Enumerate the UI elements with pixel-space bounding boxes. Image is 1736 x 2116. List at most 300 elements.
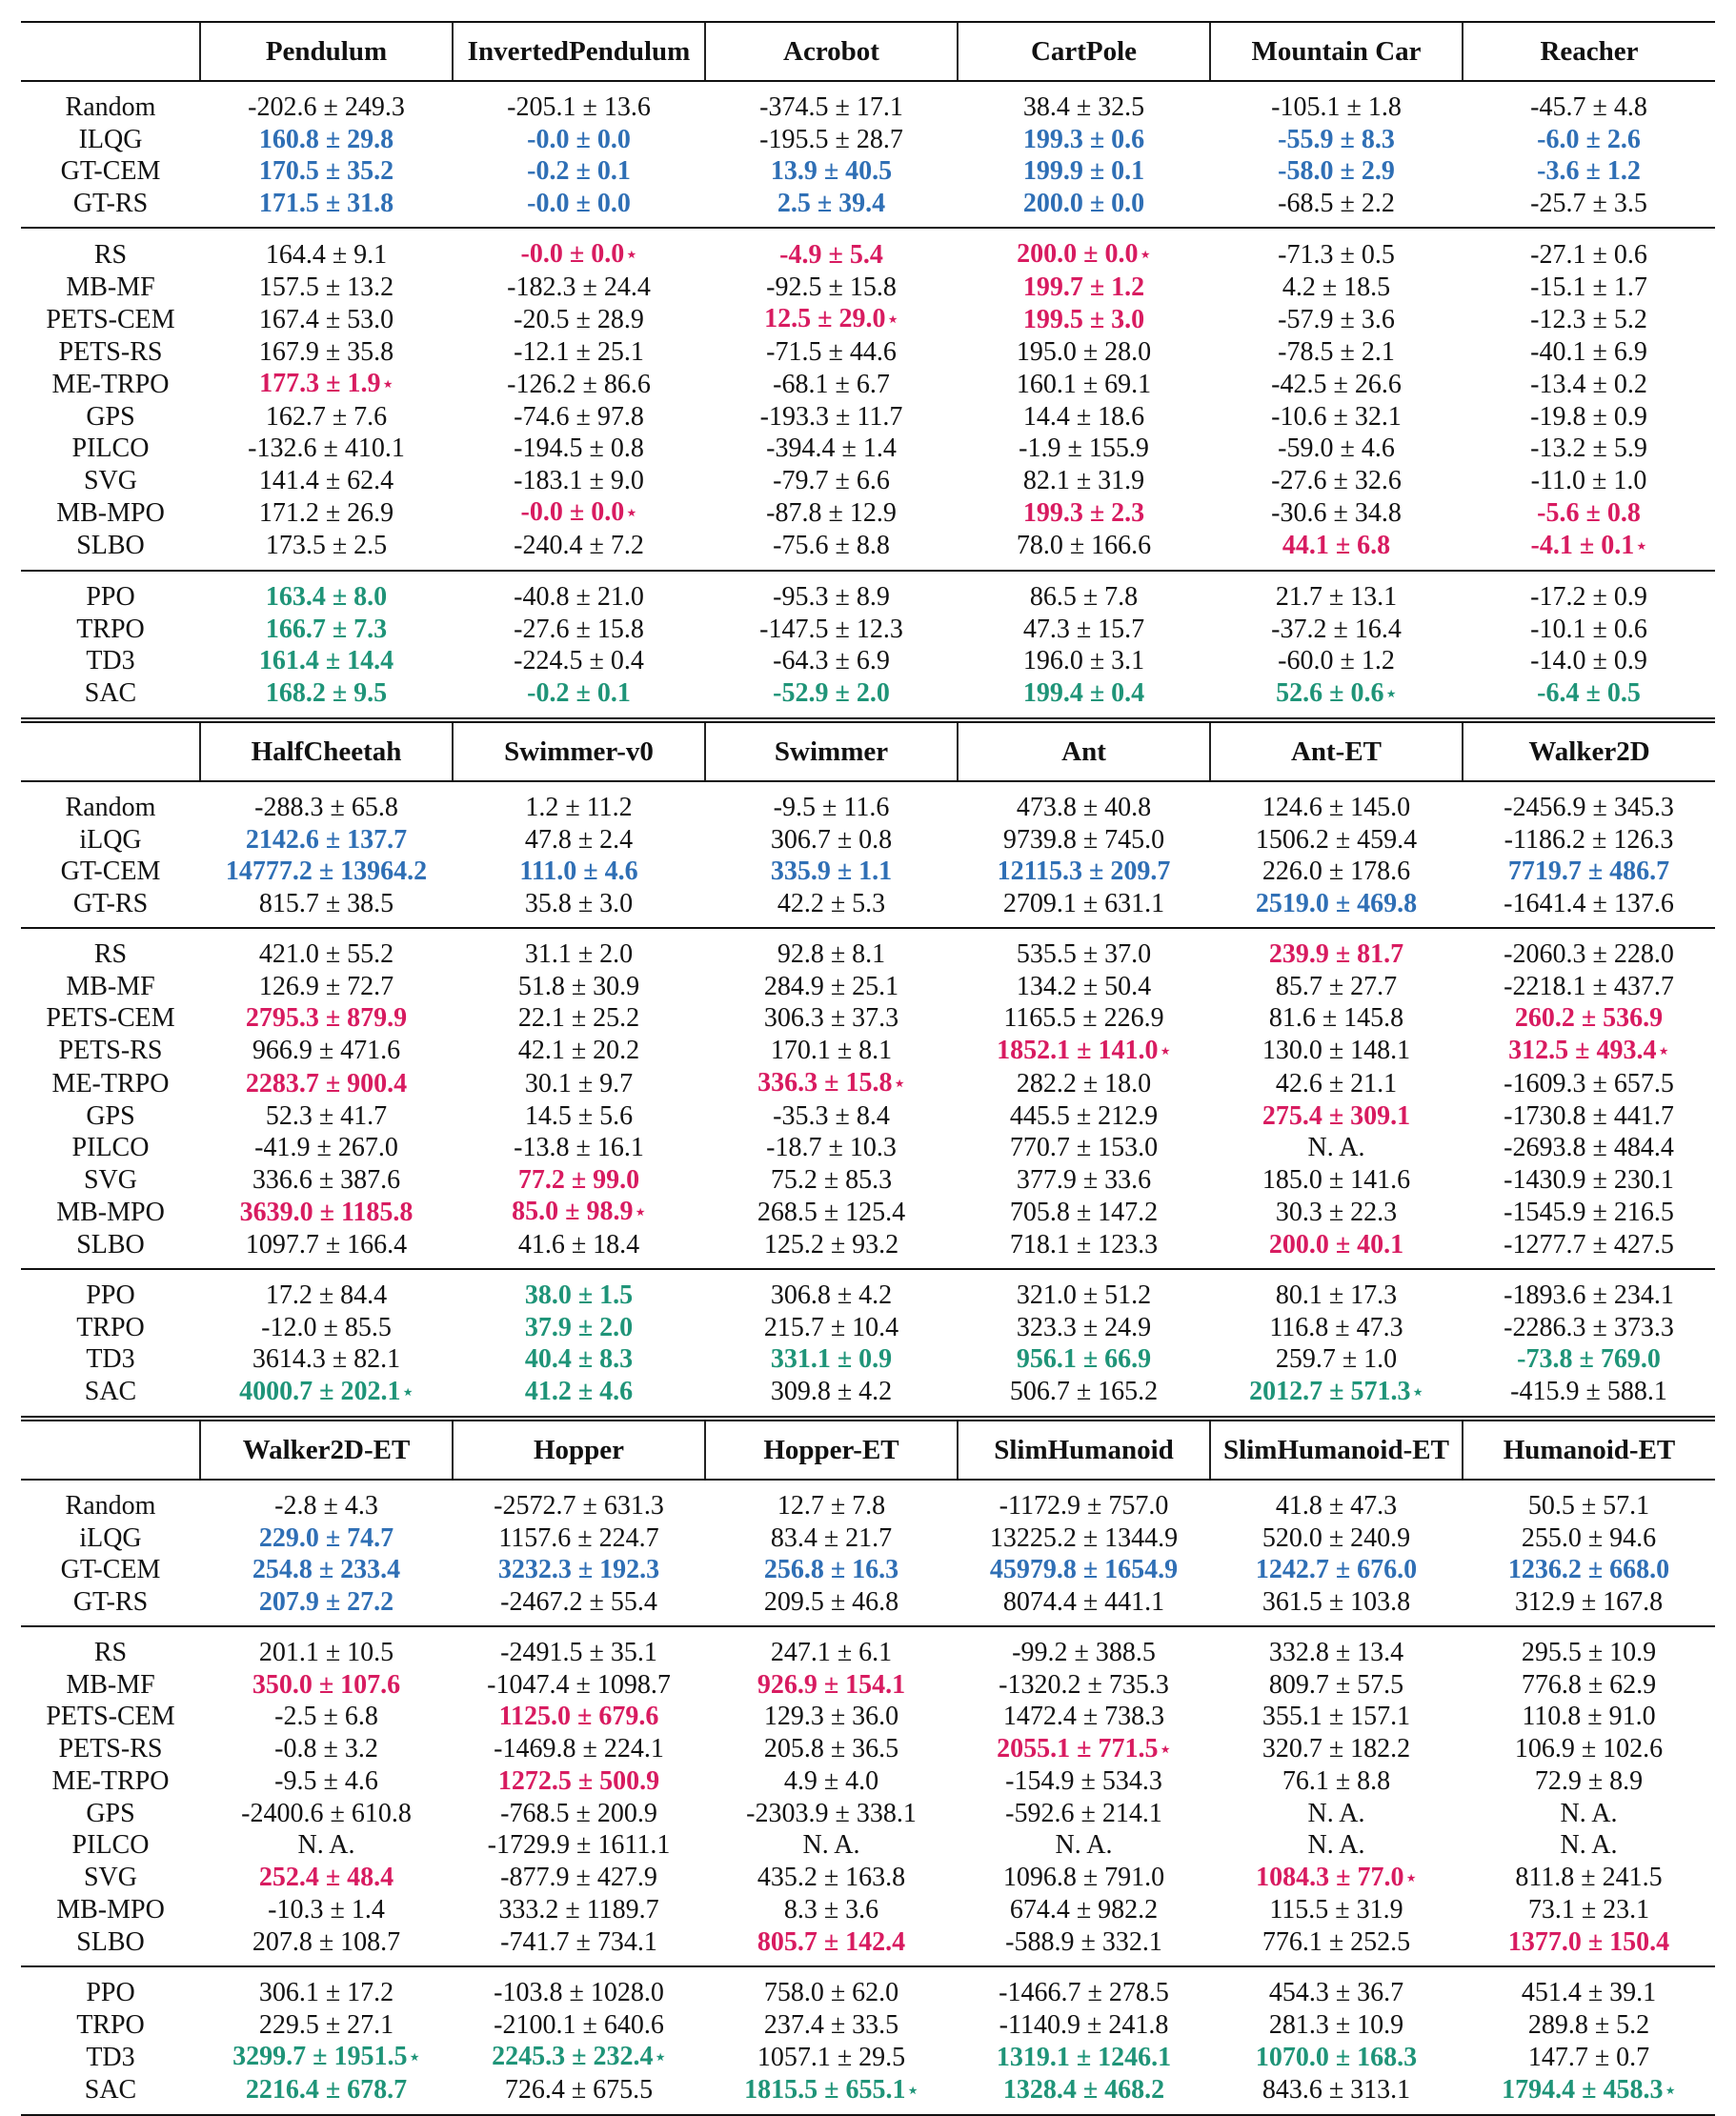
result-cell (1463, 1312, 1715, 1344)
table-row (21, 1966, 1715, 2009)
result-cell (705, 571, 958, 614)
result-cell (705, 781, 958, 824)
result-cell (1210, 1196, 1463, 1229)
table-row (21, 1829, 1715, 1862)
best-overall-star-icon: ⋆ (1160, 1739, 1171, 1759)
result-value: 21.7 ± 13.1 (1275, 582, 1398, 612)
result-cell (1463, 888, 1715, 929)
result-cell (200, 1164, 453, 1197)
result-cell (453, 614, 705, 646)
result-cell (1210, 1862, 1463, 1895)
result-value: 130.0 ± 148.1 (1262, 1036, 1411, 1065)
result-cell (705, 1966, 958, 2009)
result-value: 50.5 ± 57.1 (1527, 1491, 1650, 1521)
result-value: 129.3 ± 36.0 (763, 1702, 899, 1731)
result-value: -195.5 ± 28.7 (759, 124, 903, 154)
result-value: 4.2 ± 18.5 (1282, 272, 1391, 302)
result-value: -240.4 ± 7.2 (514, 531, 644, 560)
result-value: -99.2 ± 388.5 (1012, 1638, 1156, 1667)
result-cell (200, 1862, 453, 1895)
table-row (21, 336, 1715, 369)
result-cell (200, 81, 453, 124)
result-cell (200, 433, 453, 465)
result-cell (453, 336, 705, 369)
result-cell (705, 1376, 958, 1420)
result-cell (1210, 2009, 1463, 2042)
result-cell (958, 1312, 1210, 1344)
result-value: 12115.3 ± 209.7 (997, 856, 1171, 886)
result-value: 247.1 ± 6.1 (770, 1638, 893, 1667)
method-name-cell: GT-CEM (60, 156, 161, 186)
result-value: -37.2 ± 16.4 (1271, 614, 1402, 644)
result-cell (958, 1522, 1210, 1555)
result-value: 173.5 ± 2.5 (265, 531, 388, 560)
result-value: 30.1 ± 9.7 (524, 1068, 634, 1098)
result-value: 38.0 ± 1.5 (524, 1280, 634, 1310)
result-value: -5.6 ± 0.8 (1537, 497, 1641, 528)
result-value: 809.7 ± 57.5 (1268, 1669, 1404, 1700)
result-cell (1463, 856, 1715, 888)
result-value: 674.4 ± 982.2 (1009, 1895, 1159, 1925)
result-cell (1463, 1035, 1715, 1068)
result-value: -17.2 ± 0.9 (1530, 582, 1647, 612)
result-value: 926.9 ± 154.1 (757, 1669, 906, 1700)
result-cell (200, 1522, 453, 1555)
result-cell (1210, 1926, 1463, 1967)
result-value: N. A. (297, 1830, 355, 1860)
result-value: 205.8 ± 36.5 (763, 1734, 899, 1763)
result-value: 125.2 ± 93.2 (763, 1229, 899, 1260)
result-cell (200, 2041, 453, 2074)
result-value: 260.2 ± 536.9 (1514, 1003, 1664, 1033)
result-cell (453, 1926, 705, 1967)
result-cell (705, 465, 958, 497)
table-row (21, 888, 1715, 929)
result-value: 8074.4 ± 441.1 (1002, 1586, 1165, 1617)
method-name-cell: ILQG (78, 124, 143, 154)
table-row (21, 1862, 1715, 1895)
environment-header: Swimmer-v0 (453, 720, 705, 781)
result-value: 1472.4 ± 738.3 (1002, 1702, 1165, 1731)
result-value: 1506.2 ± 459.4 (1255, 824, 1418, 855)
result-cell (958, 2074, 1210, 2116)
result-cell (200, 1829, 453, 1862)
result-value: -71.3 ± 0.5 (1278, 239, 1395, 270)
environment-header: Hopper-ET (705, 1419, 958, 1480)
result-value: 306.7 ± 0.8 (770, 824, 893, 855)
result-cell (958, 1894, 1210, 1926)
result-cell (705, 1229, 958, 1270)
method-name-cell: MB-MPO (56, 1197, 165, 1227)
result-value: 30.3 ± 22.3 (1275, 1197, 1398, 1227)
table-row (21, 2009, 1715, 2042)
section-header-row (21, 22, 1715, 81)
result-value: 758.0 ± 62.0 (763, 1978, 899, 2007)
result-cell (1210, 81, 1463, 124)
result-cell (453, 1586, 705, 1627)
result-value: -2572.7 ± 631.3 (494, 1491, 664, 1521)
result-cell (958, 124, 1210, 156)
result-value: 44.1 ± 6.8 (1282, 531, 1391, 560)
result-value: 454.3 ± 36.7 (1268, 1978, 1404, 2007)
result-cell (1210, 1002, 1463, 1035)
result-cell (453, 1765, 705, 1798)
result-value: -78.5 ± 2.1 (1278, 336, 1395, 367)
result-cell (453, 928, 705, 971)
result-value: 7719.7 ± 486.7 (1507, 856, 1670, 886)
result-value: -27.6 ± 15.8 (514, 614, 644, 644)
result-cell (200, 1733, 453, 1766)
best-overall-star-icon: ⋆ (907, 2080, 918, 2100)
result-cell (200, 888, 453, 929)
method-name-cell: PETS-RS (58, 1734, 163, 1763)
result-cell (1210, 928, 1463, 971)
result-value: -2060.3 ± 228.0 (1504, 939, 1674, 969)
result-value: 78.0 ± 166.6 (1016, 531, 1152, 560)
result-value: -71.5 ± 44.6 (766, 336, 897, 367)
result-value: 40.4 ± 8.3 (524, 1344, 634, 1374)
method-name-cell: RS (93, 239, 128, 270)
result-value: 185.0 ± 141.6 (1262, 1164, 1411, 1195)
result-cell (200, 336, 453, 369)
table-row (21, 1669, 1715, 1702)
result-cell (200, 1376, 453, 1420)
result-value: -1641.4 ± 137.6 (1504, 888, 1674, 918)
result-cell (1463, 1196, 1715, 1229)
result-cell (453, 2074, 705, 2116)
result-value: 162.7 ± 7.6 (265, 401, 388, 432)
result-cell (1463, 824, 1715, 856)
result-cell (958, 1164, 1210, 1197)
result-cell (958, 1733, 1210, 1766)
result-cell (705, 614, 958, 646)
result-cell (705, 1522, 958, 1555)
table-row (21, 1035, 1715, 1068)
best-overall-star-icon: ⋆ (626, 245, 637, 264)
method-name-cell: MB-MF (66, 1669, 155, 1700)
result-cell (958, 1554, 1210, 1586)
result-value: 275.4 ± 309.1 (1262, 1100, 1411, 1131)
result-value: 2283.7 ± 900.4 (245, 1068, 408, 1098)
result-value: -2.5 ± 6.8 (274, 1702, 378, 1731)
result-cell (200, 1554, 453, 1586)
result-value: 163.4 ± 8.0 (265, 582, 388, 612)
result-value: -41.9 ± 267.0 (254, 1133, 398, 1162)
table-row (21, 228, 1715, 272)
result-value: 1165.5 ± 226.9 (1003, 1003, 1164, 1033)
result-value: 116.8 ± 47.3 (1269, 1312, 1403, 1342)
result-value: 3614.3 ± 82.1 (252, 1344, 401, 1374)
result-cell (958, 677, 1210, 721)
result-value: 1242.7 ± 676.0 (1255, 1555, 1418, 1584)
result-value: 42.6 ± 21.1 (1275, 1068, 1398, 1098)
result-value: 75.2 ± 85.3 (770, 1164, 893, 1195)
result-value: 41.6 ± 18.4 (517, 1229, 640, 1260)
result-cell (1210, 155, 1463, 188)
method-name-cell: RS (93, 1638, 128, 1667)
result-value: -42.5 ± 26.6 (1271, 369, 1402, 399)
result-cell (705, 303, 958, 336)
result-cell (1210, 1229, 1463, 1270)
result-value: 22.1 ± 25.2 (517, 1003, 640, 1033)
result-value: 805.7 ± 142.4 (757, 1926, 906, 1957)
result-value: 171.2 ± 26.9 (258, 497, 394, 528)
method-name-cell: TD3 (86, 1344, 135, 1374)
result-value: 1328.4 ± 468.2 (1002, 2075, 1165, 2105)
result-cell (958, 1765, 1210, 1798)
table-row (21, 677, 1715, 721)
result-cell (1210, 401, 1463, 433)
result-cell (1210, 645, 1463, 677)
result-value: 289.8 ± 5.2 (1527, 2009, 1650, 2040)
result-cell (1463, 1829, 1715, 1862)
result-value: 111.0 ± 4.6 (519, 856, 638, 886)
result-cell (1463, 1669, 1715, 1702)
result-cell (705, 530, 958, 572)
result-cell (705, 1669, 958, 1702)
result-cell (1463, 155, 1715, 188)
result-cell (200, 155, 453, 188)
environment-header: SlimHumanoid (958, 1419, 1210, 1480)
method-name-cell: PETS-CEM (46, 304, 175, 334)
result-value: 196.0 ± 3.1 (1022, 646, 1145, 675)
result-cell (958, 530, 1210, 572)
result-value: N. A. (802, 1830, 860, 1860)
result-cell (1463, 2074, 1715, 2116)
result-cell (453, 465, 705, 497)
result-cell (1210, 1067, 1463, 1100)
result-value: 2142.6 ± 137.7 (245, 824, 408, 855)
result-cell (1463, 614, 1715, 646)
method-name-cell: SAC (21, 677, 200, 721)
result-cell (1463, 530, 1715, 572)
result-cell (958, 1669, 1210, 1702)
results-table-container (21, 21, 1715, 2116)
result-cell (1210, 1480, 1463, 1522)
result-value: 1815.5 ± 655.1 (744, 2074, 906, 2105)
method-name-cell: iLQG (79, 824, 142, 855)
result-value: 41.8 ± 47.3 (1275, 1491, 1398, 1521)
best-overall-star-icon: ⋆ (1160, 1040, 1171, 1060)
result-value: 535.5 ± 37.0 (1016, 939, 1152, 969)
header-corner-cell (21, 22, 200, 81)
result-value: 31.1 ± 2.0 (524, 939, 634, 969)
result-value: -193.3 ± 11.7 (759, 401, 903, 432)
result-value: 200.0 ± 0.0 (1017, 239, 1139, 269)
result-cell (200, 677, 453, 721)
result-cell (705, 2009, 958, 2042)
result-value: -132.6 ± 410.1 (248, 433, 405, 463)
result-value: 12.7 ± 7.8 (777, 1491, 886, 1521)
result-value: 52.3 ± 41.7 (265, 1100, 388, 1131)
table-row (21, 1701, 1715, 1733)
result-cell (958, 1002, 1210, 1035)
result-value: -0.0 ± 0.0 (527, 188, 631, 218)
result-value: -58.0 ± 2.9 (1278, 156, 1395, 186)
result-value: -2456.9 ± 345.3 (1504, 793, 1674, 822)
result-cell (453, 401, 705, 433)
result-cell (453, 2041, 705, 2074)
result-cell (453, 1002, 705, 1035)
result-cell (958, 433, 1210, 465)
result-value: 1070.0 ± 168.3 (1255, 2042, 1418, 2072)
result-cell (1210, 2074, 1463, 2116)
result-cell (958, 928, 1210, 971)
method-name-cell: PPO (86, 582, 135, 612)
environment-header: Humanoid-ET (1463, 1419, 1715, 1480)
method-name-cell: Random (65, 793, 156, 822)
result-cell (958, 81, 1210, 124)
result-cell (705, 1480, 958, 1522)
result-value: -2100.1 ± 640.6 (494, 2009, 664, 2040)
result-value: -73.8 ± 769.0 (1517, 1344, 1661, 1374)
result-value: 199.4 ± 0.4 (1022, 678, 1145, 708)
result-cell (200, 1894, 453, 1926)
result-cell (958, 1100, 1210, 1133)
result-cell (958, 496, 1210, 530)
result-cell (958, 272, 1210, 304)
table-row (21, 1894, 1715, 1926)
result-value: -202.6 ± 249.3 (248, 92, 405, 122)
result-cell (1210, 571, 1463, 614)
method-name-cell: SVG (83, 465, 137, 495)
result-cell (1463, 1862, 1715, 1895)
result-value: 199.3 ± 2.3 (1022, 497, 1145, 528)
best-overall-star-icon: ⋆ (1385, 683, 1397, 703)
result-cell (453, 496, 705, 530)
result-value: 226.0 ± 178.6 (1262, 856, 1411, 886)
result-cell (958, 1196, 1210, 1229)
result-value: -9.5 ± 4.6 (274, 1766, 378, 1796)
result-cell (453, 303, 705, 336)
table-row (21, 81, 1715, 124)
result-cell (453, 571, 705, 614)
table-row (21, 303, 1715, 336)
result-value: 13.9 ± 40.5 (770, 156, 893, 186)
method-name-cell: MB-MPO (56, 497, 165, 528)
table-row (21, 496, 1715, 530)
result-cell (958, 2041, 1210, 2074)
result-value: 332.8 ± 13.4 (1268, 1638, 1404, 1667)
method-name-cell: Random (65, 92, 156, 122)
result-value: -92.5 ± 15.8 (766, 272, 897, 302)
table-row (21, 2041, 1715, 2074)
table-row (21, 1765, 1715, 1798)
result-cell (958, 1701, 1210, 1733)
method-name-cell: TD3 (86, 2042, 135, 2072)
result-value: 14777.2 ± 13964.2 (225, 856, 428, 886)
result-value: 80.1 ± 17.3 (1275, 1280, 1398, 1310)
result-value: 41.2 ± 4.6 (524, 1377, 634, 1406)
result-value: 776.1 ± 252.5 (1262, 1926, 1411, 1957)
result-value: 14.5 ± 5.6 (524, 1100, 634, 1131)
table-row (21, 1002, 1715, 1035)
result-cell (705, 1798, 958, 1830)
best-overall-star-icon: ⋆ (894, 1074, 905, 1093)
result-cell (200, 781, 453, 824)
result-value: 229.0 ± 74.7 (258, 1522, 394, 1553)
result-value: 421.0 ± 55.2 (258, 939, 394, 969)
result-value: 168.2 ± 9.5 (265, 678, 388, 708)
result-value: 506.7 ± 165.2 (1009, 1377, 1159, 1406)
result-value: 350.0 ± 107.6 (252, 1669, 401, 1700)
environment-header: Swimmer (705, 720, 958, 781)
result-cell (1463, 1626, 1715, 1669)
result-value: 718.1 ± 123.3 (1009, 1229, 1159, 1260)
method-name-cell: SVG (83, 1863, 137, 1892)
result-cell (958, 465, 1210, 497)
table-row (21, 530, 1715, 572)
result-value: 520.0 ± 240.9 (1262, 1522, 1411, 1553)
result-cell (1463, 1765, 1715, 1798)
result-cell (958, 856, 1210, 888)
result-value: -588.9 ± 332.1 (1005, 1926, 1162, 1957)
result-cell (958, 228, 1210, 272)
result-value: 321.0 ± 51.2 (1016, 1280, 1152, 1310)
result-value: 2519.0 ± 469.8 (1255, 888, 1418, 918)
result-cell (1463, 1067, 1715, 1100)
result-cell (1463, 368, 1715, 401)
result-value: 52.6 ± 0.6 (1276, 677, 1384, 708)
result-value: -14.0 ± 0.9 (1530, 646, 1647, 675)
result-value: 45979.8 ± 1654.9 (989, 1555, 1179, 1584)
result-cell (200, 2009, 453, 2042)
result-value: -183.1 ± 9.0 (514, 465, 644, 495)
best-overall-star-icon: ⋆ (887, 310, 898, 329)
result-value: 110.8 ± 91.0 (1522, 1702, 1656, 1731)
best-overall-star-icon: ⋆ (655, 2047, 666, 2066)
result-value: 164.4 ± 9.1 (265, 239, 388, 270)
result-cell (705, 124, 958, 156)
result-value: 209.5 ± 46.8 (763, 1586, 899, 1617)
result-value: 51.8 ± 30.9 (517, 971, 640, 1001)
result-cell (705, 1132, 958, 1164)
method-name-cell: GPS (86, 1798, 135, 1828)
result-cell (1210, 1966, 1463, 2009)
result-cell (705, 1733, 958, 1766)
result-value: 3639.0 ± 1185.8 (239, 1197, 414, 1227)
result-value: 73.1 ± 23.1 (1527, 1895, 1650, 1925)
result-cell (453, 645, 705, 677)
result-cell (705, 1554, 958, 1586)
result-value: 42.1 ± 20.2 (517, 1036, 640, 1065)
result-cell (1463, 1894, 1715, 1926)
result-value: -13.4 ± 0.2 (1530, 369, 1647, 399)
result-value: -13.2 ± 5.9 (1530, 433, 1647, 463)
result-cell (453, 1312, 705, 1344)
result-value: -2286.3 ± 373.3 (1504, 1312, 1674, 1342)
table-row (21, 124, 1715, 156)
result-value: 141.4 ± 62.4 (258, 465, 394, 495)
result-cell (453, 1480, 705, 1522)
table-row (21, 1376, 1715, 1420)
method-name-cell: SVG (83, 1164, 137, 1195)
result-value: -12.1 ± 25.1 (514, 336, 644, 367)
result-value: 1319.1 ± 1246.1 (996, 2042, 1172, 2072)
result-value: -2400.6 ± 610.8 (241, 1798, 412, 1828)
result-cell (1463, 1343, 1715, 1376)
result-value: 47.8 ± 2.4 (524, 824, 634, 855)
result-value: 239.9 ± 81.7 (1268, 939, 1404, 969)
result-value: -1277.7 ± 427.5 (1504, 1229, 1674, 1260)
result-cell (958, 1966, 1210, 2009)
result-value: 312.9 ± 167.8 (1514, 1586, 1664, 1617)
result-value: -1545.9 ± 216.5 (1504, 1197, 1674, 1227)
result-value: 92.8 ± 8.1 (777, 939, 886, 969)
result-cell (200, 928, 453, 971)
result-cell (453, 971, 705, 1003)
result-value: 281.3 ± 10.9 (1268, 2009, 1404, 2040)
